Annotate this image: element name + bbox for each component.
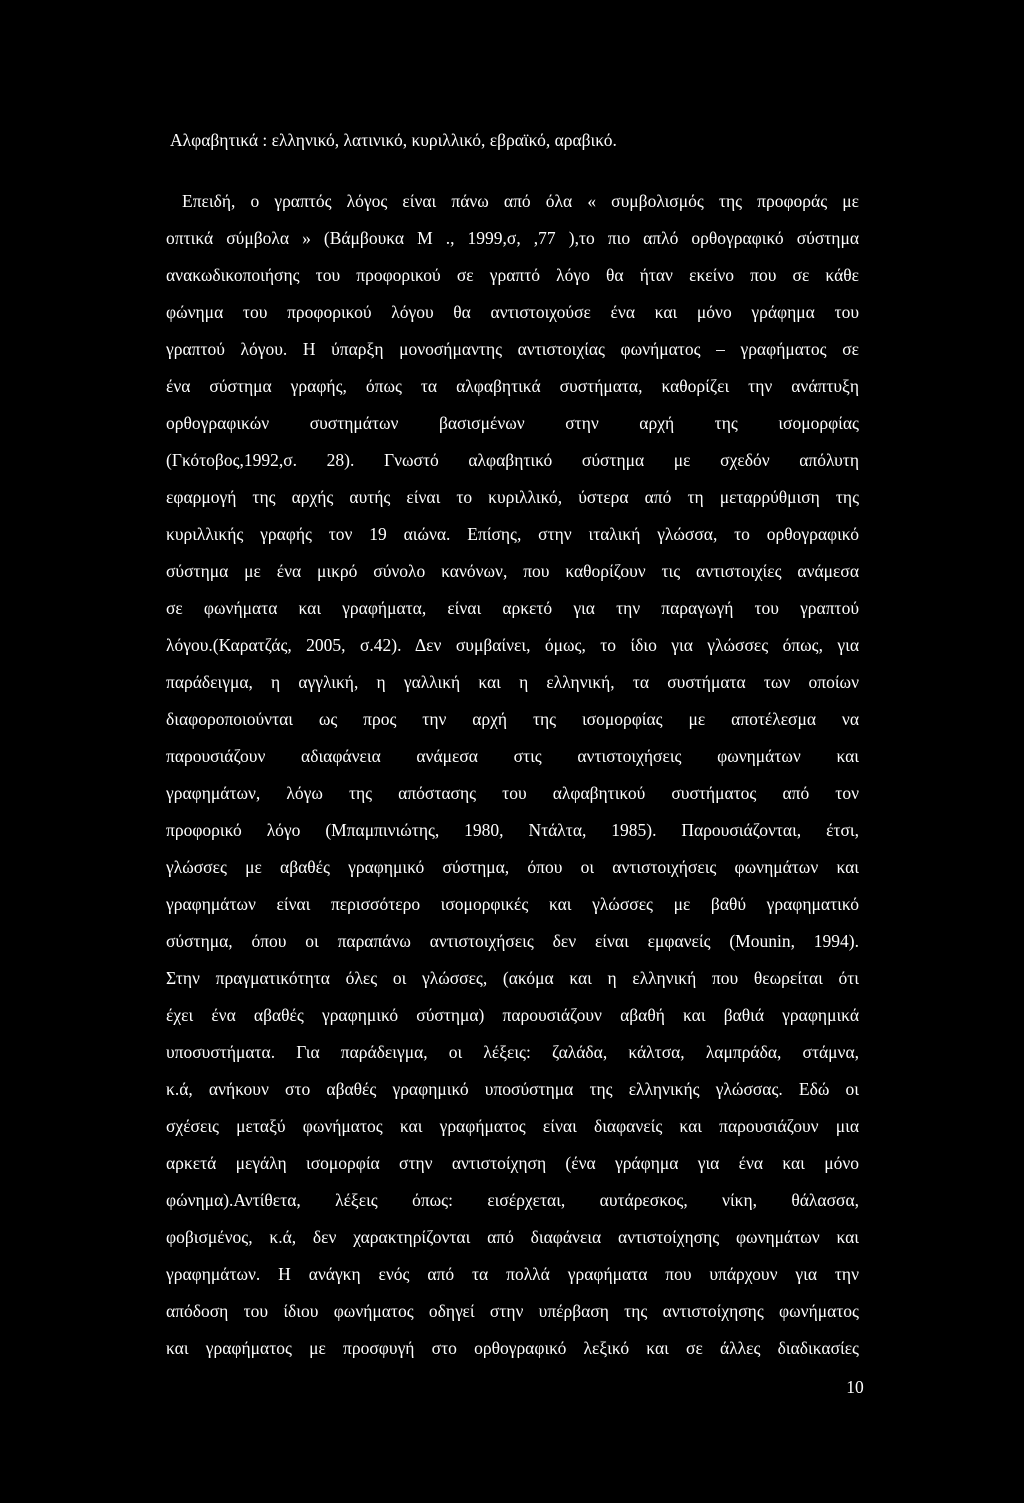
text-line: αρκετά μεγάλη ισομορφία στην αντιστοίχηση (ένα γράφημα για ένα και μόνο [166,1153,859,1173]
text-line: φοβισμένος, κ.ά, δεν χαρακτηρίζονται από διαφάνεια αντιστοίχησης φωνημάτων και [166,1227,859,1247]
text-line: εφαρμογή της αρχής αυτής είναι το κυριλλικό, ύστερα από τη μεταρρύθμιση της [166,487,859,507]
text-line: απόδοση του ίδιου φωνήματος οδηγεί στην υπέρβαση της αντιστοίχησης φωνήματος [166,1301,859,1321]
text-line: (Γκότοβος,1992,σ. 28). Γνωστό αλφαβητικό σύστημα με σχεδόν απόλυτη [166,450,859,470]
text-line: ένα σύστημα γραφής, όπως τα αλφαβητικά συστήματα, καθορίζει την ανάπτυξη [166,376,859,396]
text-line: γλώσσες με αβαθές γραφημικό σύστημα, όπου οι αντιστοιχήσεις φωνημάτων και [166,857,859,877]
text-line: λόγου.(Καρατζάς, 2005, σ.42). Δεν συμβαίνει, όμως, το ίδιο για γλώσσες όπως, για [166,635,859,655]
text-line: οπτικά σύμβολα » (Βάμβουκα Μ ., 1999,σ, ,77 ),το πιο απλό ορθογραφικό σύστημα [166,228,859,248]
text-line: ορθογραφικών συστημάτων βασισμένων στην αρχή της ισομορφίας [166,413,859,433]
text-line: και γραφήματος με προσφυγή στο ορθογραφικό λεξικό και σε άλλες διαδικασίες [166,1338,859,1358]
text-line: προφορικό λόγο (Μπαμπινιώτης, 1980, Ντάλτα, 1985). Παρουσιάζονται, έτσι, [166,820,859,840]
text-line: κυριλλικής γραφής τον 19 αιώνα. Επίσης, στην ιταλική γλώσσα, το ορθογραφικό [166,524,859,544]
text-line: υποσυστήματα. Για παράδειγμα, οι λέξεις: ζαλάδα, κάλτσα, λαμπράδα, στάμνα, [166,1042,859,1062]
page-number: 10 [846,1377,864,1397]
text-line: ανακωδικοποιήσης του προφορικού σε γραπτό λόγο θα ήταν εκείνο που σε κάθε [166,265,859,285]
text-line: Επειδή, ο γραπτός λόγος είναι πάνω από όλα « συμβολισμός της προφοράς με [182,191,859,211]
text-line: σε φωνήματα και γραφήματα, είναι αρκετό για την παραγωγή του γραπτού [166,598,859,618]
text-line: κ.ά, ανήκουν στο αβαθές γραφημικό υποσύστημα της ελληνικής γλώσσας. Εδώ οι [166,1079,859,1099]
text-line: σύστημα με ένα μικρό σύνολο κανόνων, που καθορίζουν τις αντιστοιχίες ανάμεσα [166,561,859,581]
text-line: παρουσιάζουν αδιαφάνεια ανάμεσα στις αντιστοιχήσεις φωνημάτων και [166,746,859,766]
text-line: γραφημάτων. Η ανάγκη ενός από τα πολλά γραφήματα που υπάρχουν για την [166,1264,859,1284]
text-line: σύστημα, όπου οι παραπάνω αντιστοιχήσεις δεν είναι εμφανείς (Mounin, 1994). [166,931,859,951]
text-line: γραφημάτων, λόγω της απόστασης του αλφαβητικού συστήματος από τον [166,783,859,803]
text-line: έχει ένα αβαθές γραφημικό σύστημα) παρουσιάζουν αβαθή και βαθιά γραφημικά [166,1005,859,1025]
text-line: γραπτού λόγου. Η ύπαρξη μονοσήμαντης αντιστοιχίας φωνήματος – γραφήματος σε [166,339,859,359]
text-line: φώνημα του προφορικού λόγου θα αντιστοιχούσε ένα και μόνο γράφημα του [166,302,859,322]
alphabet-types-line: Αλφαβητικά : ελληνικό, λατινικό, κυριλλικό, εβραϊκό, αραβικό. [170,130,617,150]
text-line: φώνημα).Αντίθετα, λέξεις όπως: εισέρχεται, αυτάρεσκος, νίκη, θάλασσα, [166,1190,859,1210]
text-line: Στην πραγματικότητα όλες οι γλώσσες, (ακόμα και η ελληνική που θεωρείται ότι [166,968,859,988]
text-line: σχέσεις μεταξύ φωνήματος και γραφήματος είναι διαφανείς και παρουσιάζουν μια [166,1116,859,1136]
text-line: γραφημάτων είναι περισσότερο ισομορφικές και γλώσσες με βαθύ γραφηματικό [166,894,859,914]
text-line: διαφοροποιούνται ως προς την αρχή της ισομορφίας με αποτέλεσμα να [166,709,859,729]
text-line: παράδειγμα, η αγγλική, η γαλλική και η ελληνική, τα συστήματα των οποίων [166,672,859,692]
